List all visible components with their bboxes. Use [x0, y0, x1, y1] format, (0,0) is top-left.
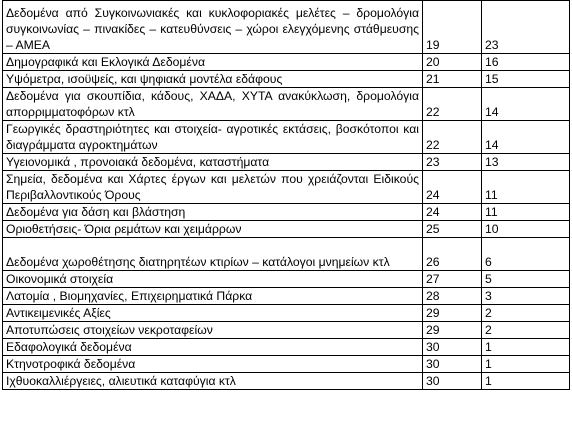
row-description: Υγειονομικά , προνοιακά δεδομένα, καταστήματα: [3, 154, 423, 171]
row-description: Οικονομικά στοιχεία: [3, 271, 423, 288]
row-description: Εδαφολογικά δεδομένα: [3, 339, 423, 356]
row-description: Δεδομένα από Συγκοινωνιακές και κυκλοφοριακές μελέτες – δρομολόγια συγκοινωνίας – πινακίδες – κατευθύνσεις – χώροι ελεγχόμενης στάθμευσης – ΑΜΕΑ: [3, 1, 423, 54]
row-description: Δημογραφικά και Εκλογικά Δεδομένα: [3, 54, 423, 71]
row-rank: 29: [423, 322, 482, 339]
row-count: 3: [482, 288, 570, 305]
table-row: [3, 121, 570, 154]
table-row: [3, 71, 570, 88]
table-row: [3, 204, 570, 221]
row-count: 11: [482, 204, 570, 221]
row-count: 23: [482, 1, 570, 54]
table-row: [3, 373, 570, 390]
row-rank: 30: [423, 339, 482, 356]
row-count: 10: [482, 221, 570, 238]
row-count: 14: [482, 88, 570, 121]
row-count: 1: [482, 339, 570, 356]
table-body: [3, 1, 570, 390]
table-row: [3, 238, 570, 271]
row-count: 2: [482, 322, 570, 339]
row-count: 15: [482, 71, 570, 88]
table-row: [3, 305, 570, 322]
row-rank: 29: [423, 305, 482, 322]
row-description: Δεδομένα χωροθέτησης διατηρητέων κτιρίων – κατάλογοι μνημείων κτλ: [3, 238, 423, 271]
row-description: Δεδομένα για δάση και βλάστηση: [3, 204, 423, 221]
row-rank: 24: [423, 171, 482, 204]
table-row: [3, 221, 570, 238]
row-rank: 26: [423, 238, 482, 271]
row-count: 14: [482, 121, 570, 154]
row-description: Γεωργικές δραστηριότητες και στοιχεία- αγροτικές εκτάσεις, βοσκότοποι και διαγράμματα αγροκτημάτων: [3, 121, 423, 154]
row-description: Υψόμετρα, ισοϋψείς, και ψηφιακά μοντέλα εδάφους: [3, 71, 423, 88]
row-description: Αντικειμενικές Αξίες: [3, 305, 423, 322]
row-rank: 21: [423, 71, 482, 88]
row-rank: 25: [423, 221, 482, 238]
row-rank: 30: [423, 356, 482, 373]
row-rank: 19: [423, 1, 482, 54]
row-rank: 28: [423, 288, 482, 305]
row-count: 16: [482, 54, 570, 71]
row-count: 1: [482, 373, 570, 390]
row-count: 13: [482, 154, 570, 171]
row-description: Οριοθετήσεις- Όρια ρεμάτων και χειμάρρων: [3, 221, 423, 238]
row-description: Κτηνοτροφικά δεδομένα: [3, 356, 423, 373]
table-row: [3, 288, 570, 305]
table-row: [3, 356, 570, 373]
row-description: Δεδομένα για σκουπίδια, κάδους, ΧΑΔΑ, ΧΥΤΑ ανακύκλωση, δρομολόγια απορριμματοφόρων κτλ: [3, 88, 423, 121]
row-rank: 27: [423, 271, 482, 288]
table-row: [3, 88, 570, 121]
table-row: [3, 271, 570, 288]
row-count: 2: [482, 305, 570, 322]
table-row: [3, 54, 570, 71]
row-description: Λατομία , Βιομηχανίες, Επιχειρηματικά Πάρκα: [3, 288, 423, 305]
row-count: 5: [482, 271, 570, 288]
row-description: Σημεία, δεδομένα και Χάρτες έργων και μελετών που χρειάζονται Ειδικούς Περιβαλλοντικούς Όρους: [3, 171, 423, 204]
row-rank: 23: [423, 154, 482, 171]
table-row: [3, 1, 570, 54]
row-description: Ιχθυοκαλλιέργειες, αλιευτικά καταφύγια κτλ: [3, 373, 423, 390]
row-rank: 22: [423, 121, 482, 154]
row-rank: 20: [423, 54, 482, 71]
table-row: [3, 154, 570, 171]
table-row: [3, 322, 570, 339]
row-count: 6: [482, 238, 570, 271]
row-count: 11: [482, 171, 570, 204]
row-description: Αποτυπώσεις στοιχείων νεκροταφείων: [3, 322, 423, 339]
row-rank: 24: [423, 204, 482, 221]
row-count: 1: [482, 356, 570, 373]
table-row: [3, 339, 570, 356]
data-table: [2, 0, 570, 390]
row-rank: 30: [423, 373, 482, 390]
row-rank: 22: [423, 88, 482, 121]
table-row: [3, 171, 570, 204]
